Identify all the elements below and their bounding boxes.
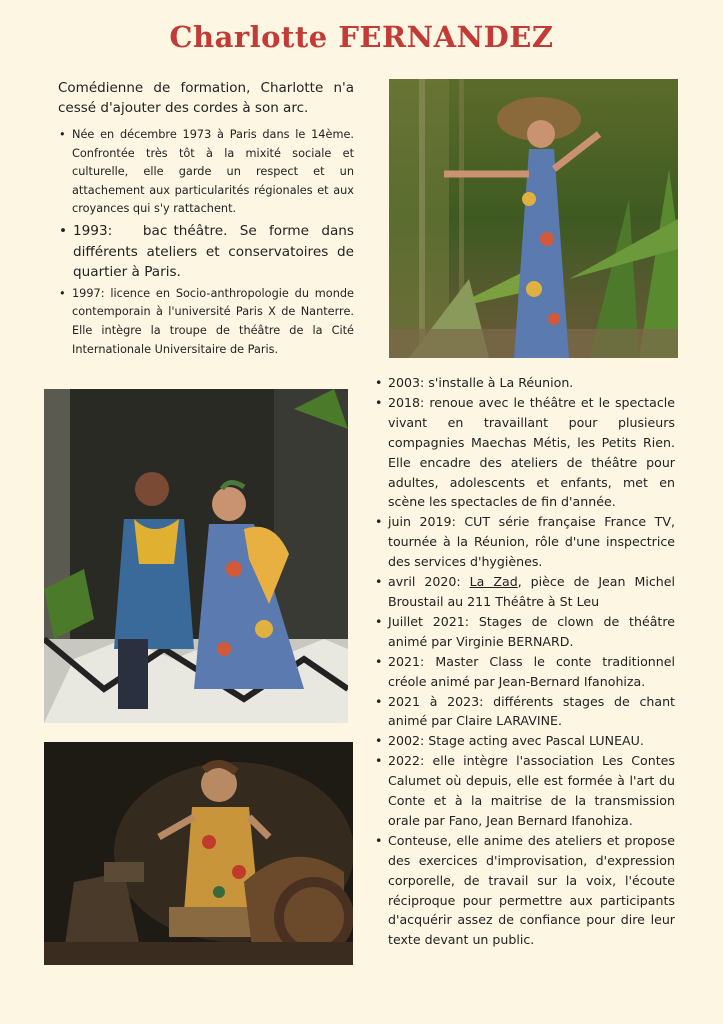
photo-storyteller (44, 742, 353, 965)
page-title: Charlotte FERNANDEZ (169, 20, 554, 54)
list-item: • 2018: renoue avec le théâtre et le spectacle vivant en travaillant pour plusieurs compagnies Maechas Métis, les Petits Rien. Elle encadre des ateliers de théâtre pour adultes, adolescents et enfants, met en scène les spectacles de fin d'année. (374, 393, 675, 512)
list-item: • 1997: licence en Socio-anthropologie du monde contemporain à l'université Paris X de Nanterre. Elle intègre la troupe de théâtre de la Cité Internationale Universitaire de Paris. (58, 285, 354, 359)
list-item: • 2021: Master Class le conte traditionnel créole animé par Jean-Bernard Ifanohiza. (374, 652, 675, 692)
list-item: • 2022: elle intègre l'association Les Contes Calumet où depuis, elle est formée à l'art du Conte et à la maitrise de la transmission orale par Fano, Jean Bernard Ifanohiza. (374, 751, 675, 831)
list-item: • 2003: s'installe à La Réunion. (374, 373, 675, 393)
list-item: • juin 2019: CUT série française France TV, tournée à la Réunion, rôle d'une inspectrice des services d'hygiènes. (374, 512, 675, 572)
list-item: • Née en décembre 1973 à Paris dans le 14ème. Confrontée très tôt à la mixité sociale et culturelle, elle garde un respect et un attachement aux particularités régionales et aux croyances qui s'y rattachent. (58, 126, 354, 219)
list-item: • Conteuse, elle anime des ateliers et propose des exercices d'improvisation, d'expression corporelle, de travail sur la voix, l'écoute réciproque pour permettre aux participants d'acquérir assez de confiance pour dire leur texte devant un public. (374, 831, 675, 950)
list-item: • 2021 à 2023: différents stages de chant animé par Claire LARAVINE. (374, 692, 675, 732)
list-item: • 2002: Stage acting avec Pascal LUNEAU. (374, 731, 675, 751)
list-item-rest: , pièce de Jean Michel Broustail au 211 Théâtre à St Leu (388, 574, 675, 609)
list-item (374, 572, 675, 612)
photo-jungle-portrait (389, 79, 678, 358)
list-item-prefix: avril 2020: (388, 574, 470, 590)
intro-paragraph: Comédienne de formation, Charlotte n'a cessé d'ajouter des cordes à son arc. (58, 80, 354, 116)
list-item: • 1993: bac théâtre. Se forme dans différents ateliers et conservatoires de quartier à Paris. (58, 221, 354, 283)
list-item: • Juillet 2021: Stages de clown de théâtre animé par Virginie BERNARD. (374, 612, 675, 652)
play-title-link: La Zad (469, 574, 518, 590)
photo-duo-performance (44, 389, 348, 723)
bio-top-list (58, 126, 359, 361)
bio-main-list (374, 373, 675, 950)
